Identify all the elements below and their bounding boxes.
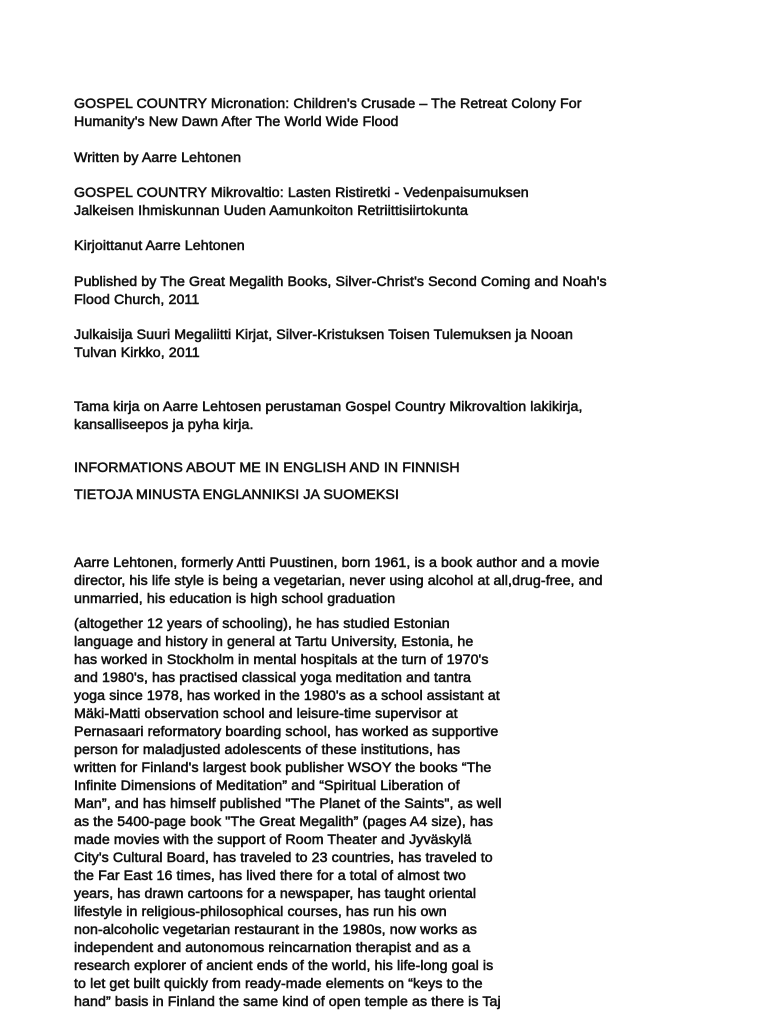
finnish-author-line: Kirjoittanut Aarre Lehtonen <box>74 238 245 254</box>
title-line-1: GOSPEL COUNTRY Micronation: Children's Crusade – The Retreat Colony For <box>74 96 582 112</box>
finnish-publisher-line-2: Tulvan Kirkko, 2011 <box>74 345 200 361</box>
bio-line-6: has worked in Stockholm in mental hospitals at the turn of 1970's <box>74 652 489 668</box>
bio-line-13: Infinite Dimensions of Meditation” and “Spiritual Liberation of <box>74 778 460 794</box>
book-description-line-1: Tama kirja on Aarre Lehtosen perustaman Gospel Country Mikrovaltion lakikirja, <box>74 399 583 415</box>
section-heading-finnish: TIETOJA MINUSTA ENGLANNIKSI JA SUOMEKSI <box>74 487 400 503</box>
bio-line-4: (altogether 12 years of schooling), he has studied Estonian <box>74 616 450 632</box>
bio-line-7: and 1980's, has practised classical yoga meditation and tantra <box>74 670 471 686</box>
bio-line-17: City's Cultural Board, has traveled to 23 countries, has traveled to <box>74 850 493 866</box>
book-description-line-2: kansalliseepos ja pyha kirja. <box>74 417 254 433</box>
finnish-publisher-line-1: Julkaisija Suuri Megaliitti Kirjat, Silver-Kristuksen Toisen Tulemuksen ja Nooan <box>74 327 573 343</box>
finnish-title-line-1: GOSPEL COUNTRY Mikrovaltio: Lasten Ristiretki - Vedenpaisumuksen <box>74 185 529 201</box>
bio-line-11: person for maladjusted adolescents of these institutions, has <box>74 742 461 758</box>
bio-line-10: Pernasaari reformatory boarding school, has worked as supportive <box>74 724 499 740</box>
bio-line-25: hand” basis in Finland the same kind of open temple as there is Taj <box>74 994 501 1010</box>
author-line: Written by Aarre Lehtonen <box>74 150 242 166</box>
bio-line-2: director, his life style is being a vegetarian, never using alcohol at all,drug-free, and <box>74 573 603 589</box>
bio-line-9: Mäki-Matti observation school and leisure-time supervisor at <box>74 706 458 722</box>
bio-line-1: Aarre Lehtonen, formerly Antti Puustinen, born 1961, is a book author and a movie <box>74 555 600 571</box>
bio-line-16: made movies with the support of Room Theater and Jyväskylä <box>74 832 472 848</box>
bio-line-3: unmarried, his education is high school graduation <box>74 591 396 607</box>
publisher-line-2: Flood Church, 2011 <box>74 292 200 308</box>
bio-line-23: research explorer of ancient ends of the world, his life-long goal is <box>74 958 494 974</box>
bio-line-22: independent and autonomous reincarnation therapist and as a <box>74 940 471 956</box>
bio-line-21: non-alcoholic vegetarian restaurant in the 1980s, now works as <box>74 922 477 938</box>
title-line-2: Humanity's New Dawn After The World Wide Flood <box>74 114 399 130</box>
bio-line-24: to let get built quickly from ready-made elements on “keys to the <box>74 976 483 992</box>
finnish-title-line-2: Jalkeisen Ihmiskunnan Uuden Aamunkoiton Retriittisiirtokunta <box>74 203 468 219</box>
bio-line-20: lifestyle in religious-philosophical courses, has run his own <box>74 904 447 920</box>
section-heading-english: INFORMATIONS ABOUT ME IN ENGLISH AND IN FINNISH <box>74 460 460 476</box>
bio-line-12: written for Finland's largest book publisher WSOY the books “The <box>74 760 492 776</box>
bio-line-5: language and history in general at Tartu University, Estonia, he <box>74 634 474 650</box>
bio-line-18: the Far East 16 times, has lived there for a total of almost two <box>74 868 467 884</box>
bio-line-8: yoga since 1978, has worked in the 1980's as a school assistant at <box>74 688 500 704</box>
bio-line-14: Man”, and has himself published "The Planet of the Saints", as well <box>74 796 502 812</box>
bio-line-15: as the 5400-page book "The Great Megalith” (pages A4 size), has <box>74 814 494 830</box>
bio-line-19: years, has drawn cartoons for a newspaper, has taught oriental <box>74 886 477 902</box>
publisher-line-1: Published by The Great Megalith Books, Silver-Christ's Second Coming and Noah's <box>74 274 607 290</box>
